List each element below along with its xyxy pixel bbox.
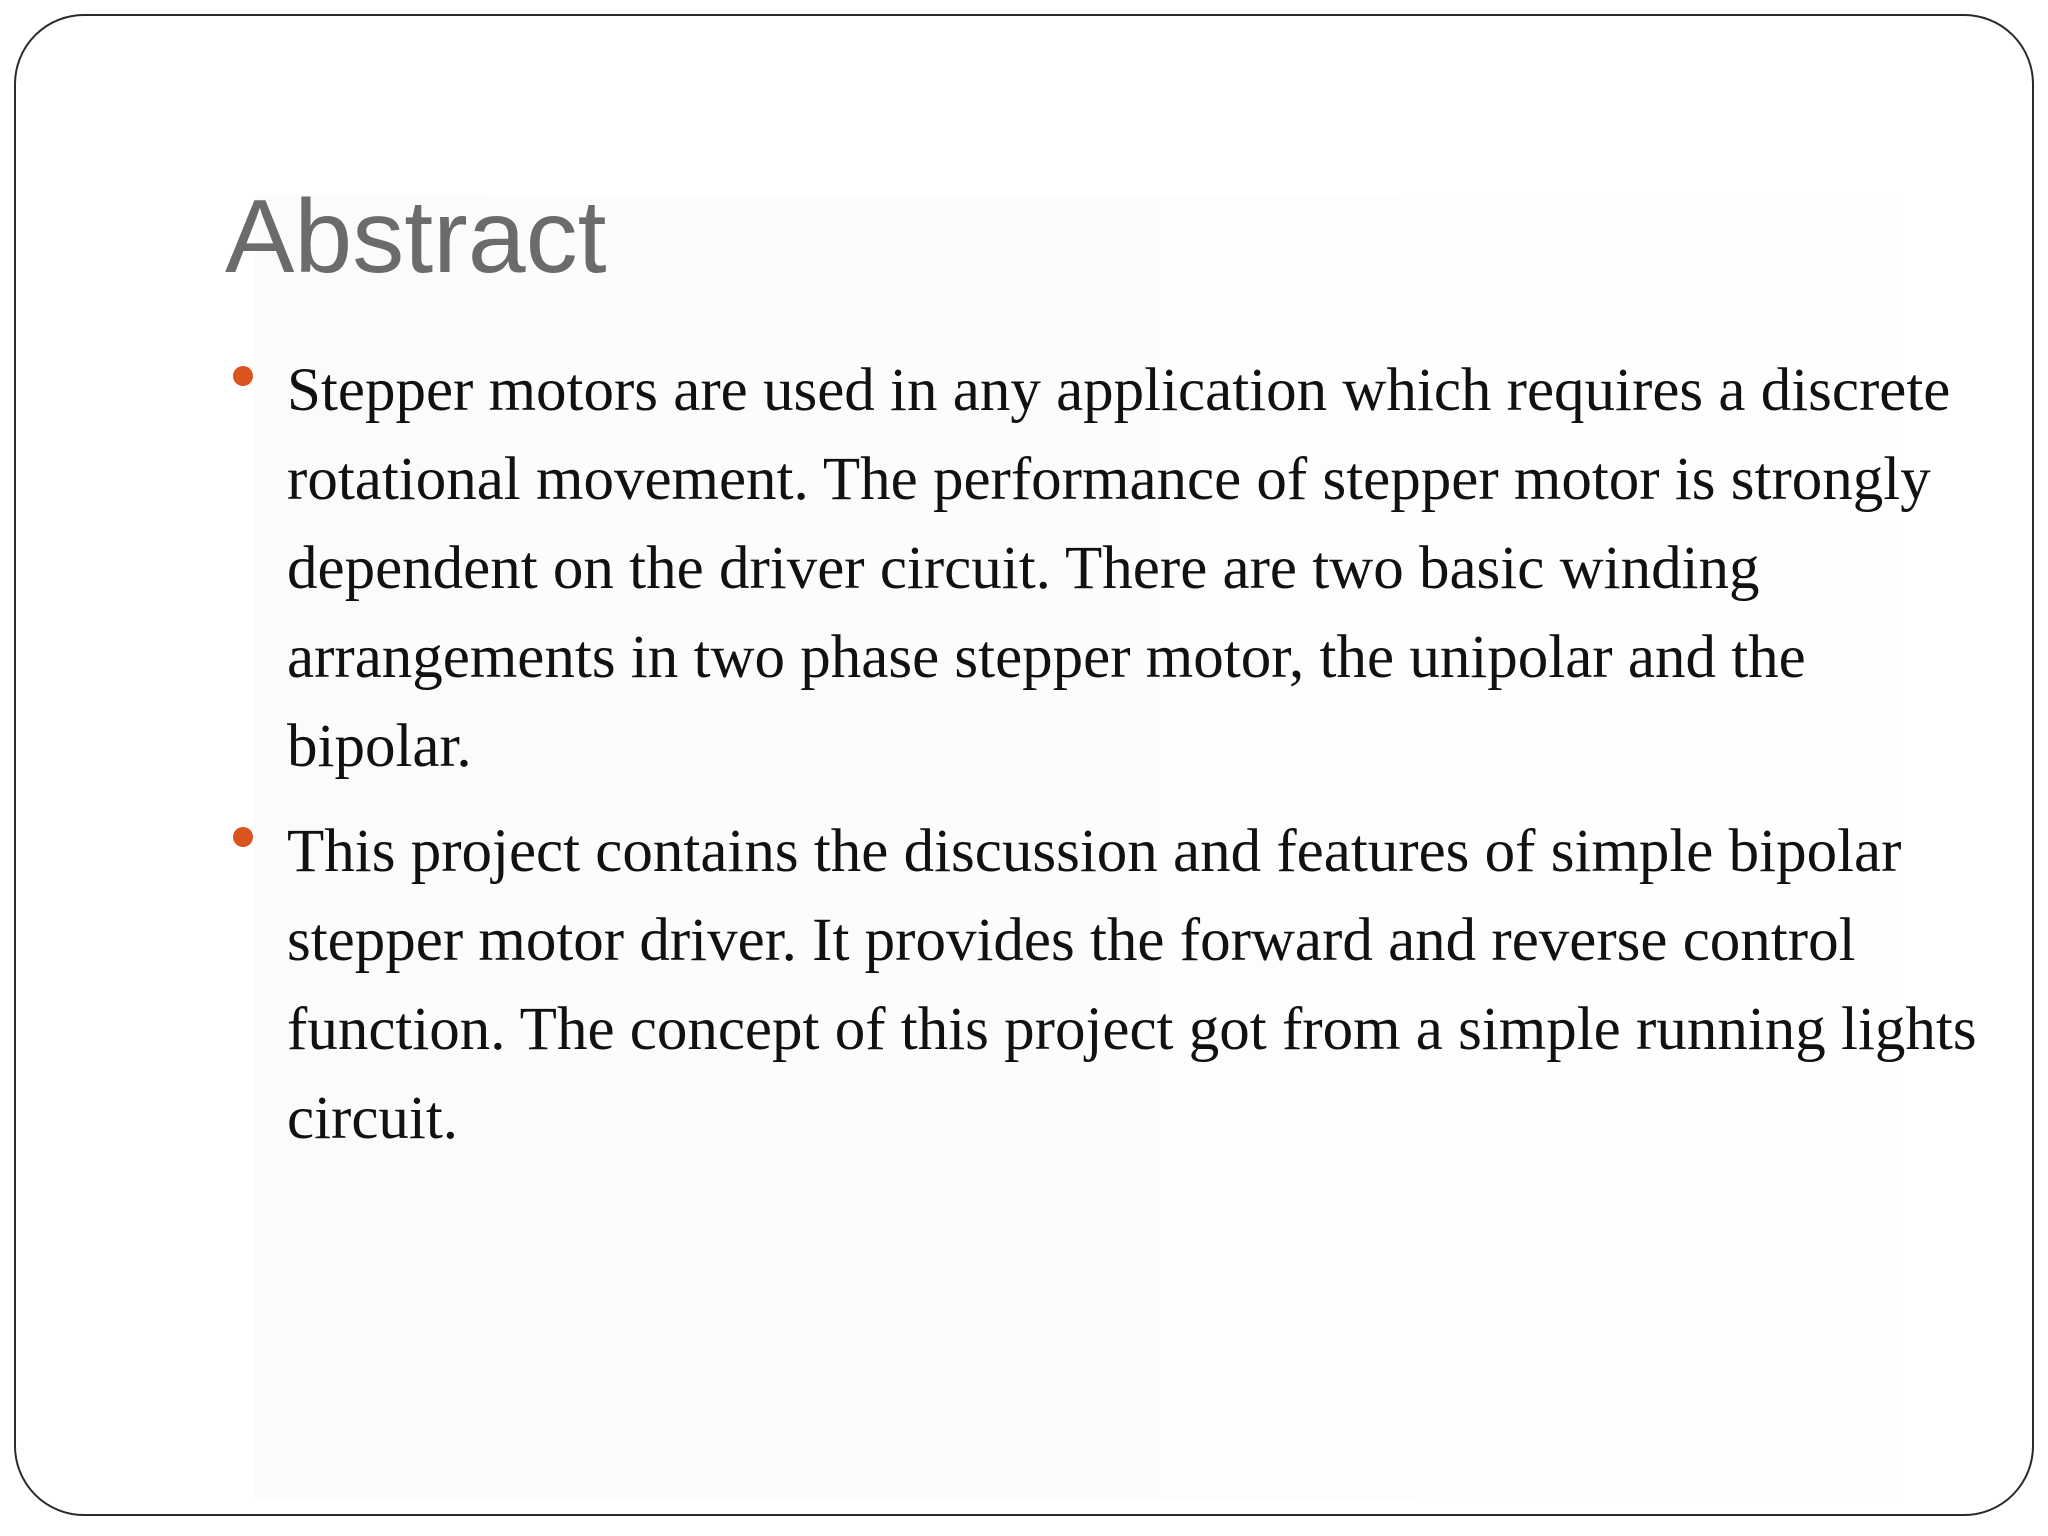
slide-title: Abstract [225,179,607,295]
bullet-text: Stepper motors are used in any application which requires a discrete rotational movement. The performance of stepper motor is strongly dependent on the driver circuit. There are two basic winding arrangements in two phase stepper motor, the unipolar and the bipolar. [287,357,1951,780]
bullet-item [225,807,1985,1163]
bullet-list [225,346,1985,1179]
bullet-dot-icon [233,827,253,847]
bullet-text: This project contains the discussion and features of simple bipolar stepper motor driver. It provides the forward and reverse control function. The concept of this project got from a simple running lights circuit. [287,818,1977,1152]
bullet-dot-icon [233,366,253,386]
bullet-item [225,346,1985,791]
